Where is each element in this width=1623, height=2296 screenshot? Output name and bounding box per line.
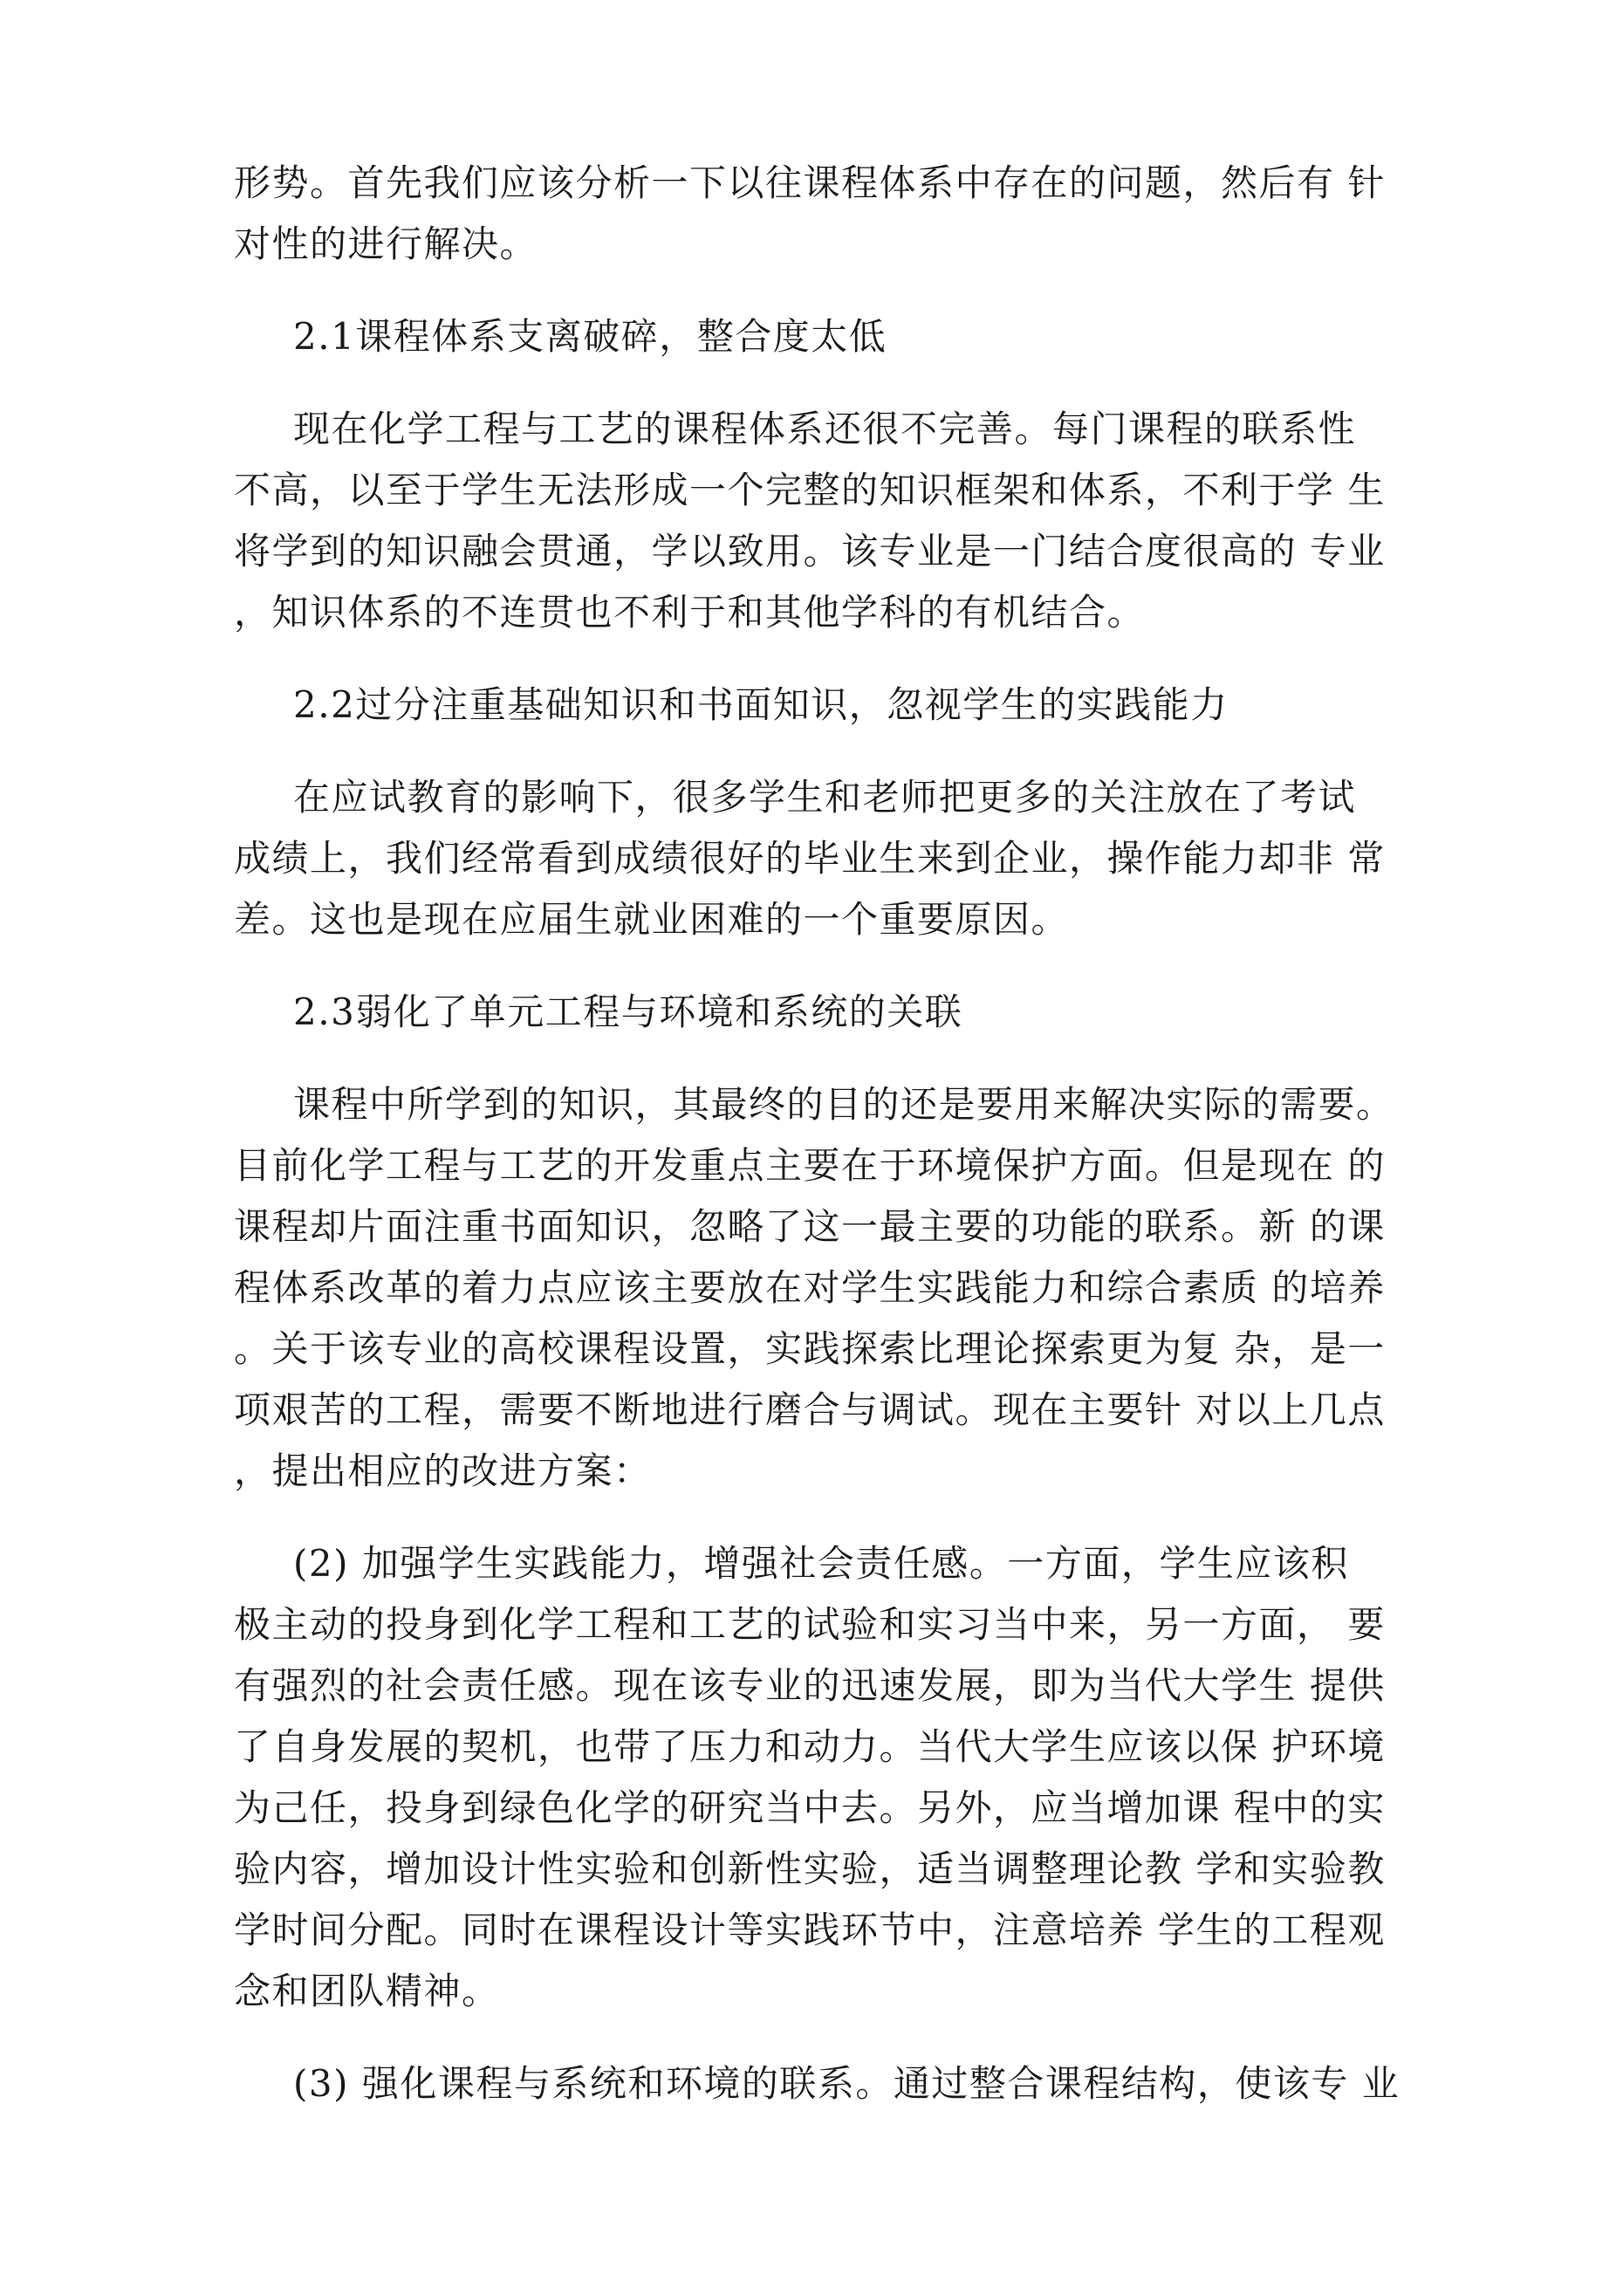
text-line: 课程中所学到的知识，其最终的目的还是要用来解决实际的需要。 [293, 1083, 1394, 1126]
body-paragraph [234, 399, 1403, 643]
text-line: 2.1课程体系支离破碎，整合度太低 [293, 315, 887, 358]
text-line: 课程却片面注重书面知识，忽略了这一最主要的功能的联系。新 的课 [234, 1205, 1386, 1248]
text-line: 极主动的投身到化学工程和工艺的试验和实习当中来，另一方面， 要 [234, 1603, 1386, 1646]
text-line: 2.3弱化了单元工程与环境和系统的关联 [293, 990, 963, 1033]
text-line: 项艰苦的工程，需要不断地进行磨合与调试。现在主要针 对以上几点 [234, 1388, 1386, 1431]
text-line: (3) 强化课程与系统和环境的联系。通过整合课程结构，使该专 业 [293, 2062, 1400, 2105]
text-line: 现在化学工程与工艺的课程体系还很不完善。每门课程的联系性 [293, 408, 1357, 450]
text-line: 。关于该专业的高校课程设置，实践探索比理论探索更为复 杂，是一 [234, 1327, 1386, 1370]
body-paragraph [234, 2053, 1403, 2114]
body-paragraph [234, 1533, 1403, 2022]
text-line: 将学到的知识融会贯通，学以致用。该专业是一门结合度很高的 专业 [234, 530, 1386, 572]
text-line: 有强烈的社会责任感。现在该专业的迅速发展，即为当代大学生 提供 [234, 1664, 1386, 1707]
text-line: 不高，以至于学生无法形成一个完整的知识框架和体系，不利于学 生 [234, 469, 1386, 511]
body-paragraph [234, 767, 1403, 950]
text-line: (2) 加强学生实践能力，增强社会责任感。一方面，学生应该积 [293, 1542, 1349, 1585]
text-line: ，知识体系的不连贯也不利于和其他学科的有机结合。 [234, 591, 1146, 634]
body-paragraph [234, 153, 1403, 275]
body-paragraph [234, 1074, 1403, 1502]
text-line: 程体系改革的着力点应该主要放在对学生实践能力和综合素质 的培养 [234, 1266, 1386, 1309]
text-line: 了自身发展的契机，也带了压力和动力。当代大学生应该以保 护环境 [234, 1725, 1386, 1768]
text-line: 形势。首先我们应该分析一下以往课程体系中存在的问题，然后有 针 [234, 161, 1386, 204]
text-line: 差。这也是现在应届生就业困难的一个重要原因。 [234, 898, 1070, 941]
text-line: 学时间分配。同时在课程设计等实践环节中，注意培养 学生的工程观 [234, 1909, 1386, 1951]
text-line: 在应试教育的影响下，很多学生和老师把更多的关注放在了考试 [293, 776, 1357, 819]
section-heading [234, 306, 1403, 367]
text-line: 成绩上，我们经常看到成绩很好的毕业生来到企业，操作能力却非 常 [234, 837, 1386, 880]
text-line: 对性的进行解决。 [234, 223, 538, 265]
text-line: ，提出相应的改进方案： [234, 1450, 652, 1492]
text-line: 念和团队精神。 [234, 1970, 500, 2012]
text-line: 2.2过分注重基础知识和书面知识，忽视学生的实践能力 [293, 683, 1229, 726]
text-line: 目前化学工程与工艺的开发重点主要在于环境保护方面。但是现在 的 [234, 1144, 1386, 1187]
document-page [234, 153, 1403, 2114]
section-heading [234, 675, 1403, 736]
text-line: 为己任，投身到绿色化学的研究当中去。另外，应当增加课 程中的实 [234, 1786, 1386, 1829]
section-heading [234, 982, 1403, 1043]
text-line: 验内容，增加设计性实验和创新性实验，适当调整理论教 学和实验教 [234, 1847, 1386, 1890]
